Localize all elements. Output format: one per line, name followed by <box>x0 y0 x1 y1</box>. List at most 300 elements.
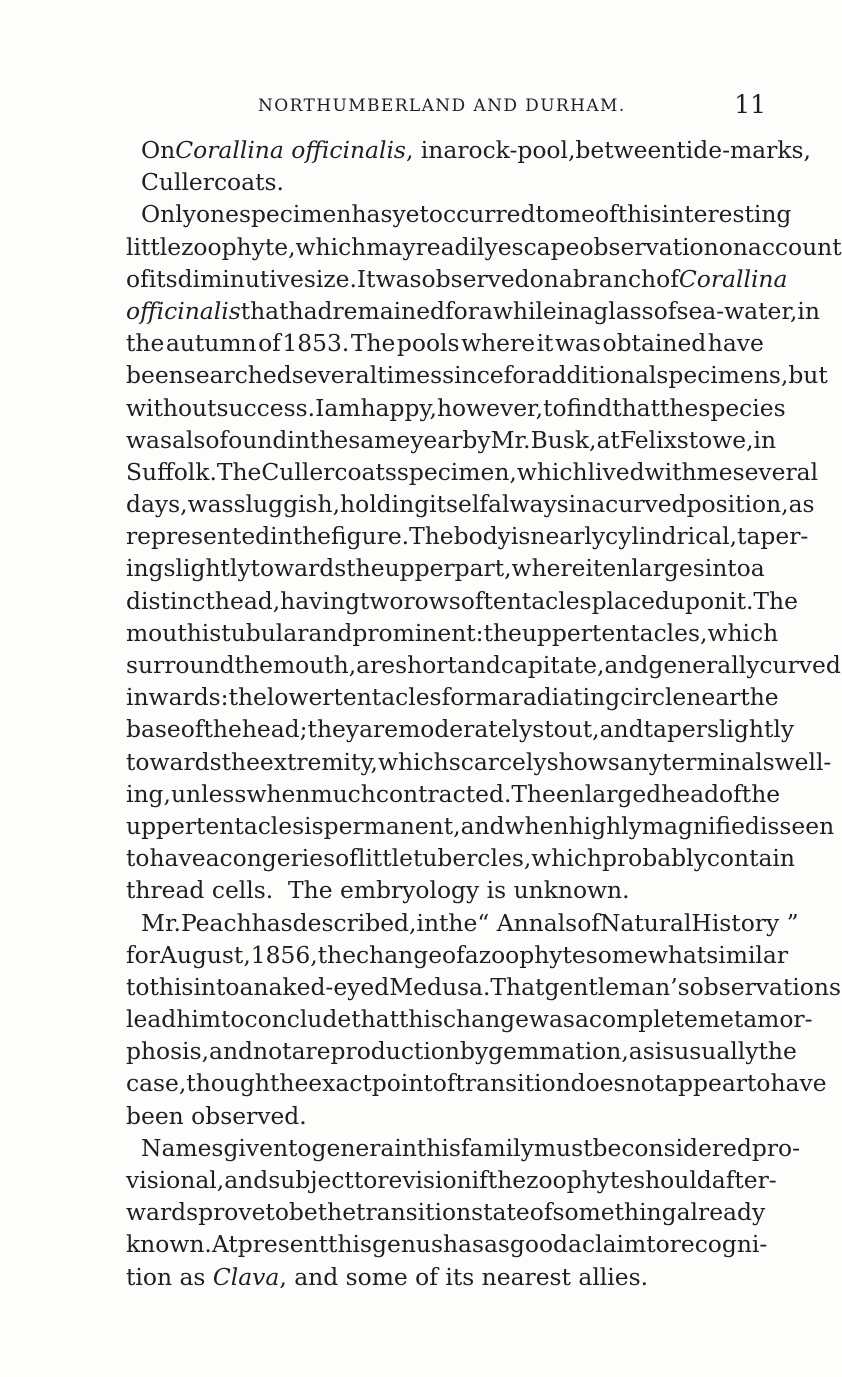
word: mouth, <box>272 651 357 679</box>
word: similar <box>706 940 789 969</box>
word: surround <box>126 651 235 679</box>
word: was <box>528 1005 575 1034</box>
word: generally <box>648 651 760 679</box>
word: by <box>462 425 491 454</box>
word: the <box>660 393 699 422</box>
word: which <box>707 618 779 647</box>
word: be <box>288 1198 318 1227</box>
word: specimens, <box>656 361 789 390</box>
word: a <box>750 554 765 583</box>
word: account <box>747 232 842 261</box>
word: has <box>351 200 393 229</box>
word: size. <box>303 264 357 293</box>
text-line <box>126 456 819 488</box>
word: At <box>211 1230 238 1259</box>
word: of <box>719 779 742 808</box>
word: does <box>570 1069 626 1098</box>
word: is <box>759 811 780 840</box>
word: in <box>416 908 440 937</box>
word: I <box>315 393 325 422</box>
word: be <box>592 1133 622 1162</box>
word: that <box>240 296 289 325</box>
word: the <box>126 329 165 358</box>
word: tubular <box>221 618 309 647</box>
text-line <box>126 1003 813 1035</box>
text-line <box>126 134 811 166</box>
word: it <box>585 554 603 583</box>
word: not <box>253 1037 292 1066</box>
word: phosis, <box>126 1037 210 1066</box>
word: figure. <box>331 522 410 551</box>
word: which <box>516 457 588 486</box>
text-line <box>126 874 764 906</box>
word: tubercles, <box>412 844 532 873</box>
word: as <box>483 1230 510 1259</box>
text-line <box>126 649 841 681</box>
word: extremity, <box>259 747 378 776</box>
word: Cullercoats. <box>141 168 284 197</box>
word: The <box>216 457 262 486</box>
word: a <box>239 972 254 1001</box>
word: complete <box>588 1005 698 1034</box>
word: when <box>504 811 569 840</box>
word: the <box>483 618 522 647</box>
word: part, <box>454 554 512 583</box>
word: 1856, <box>250 940 318 969</box>
word: without <box>126 393 217 422</box>
word: him <box>176 1005 221 1034</box>
text-line <box>126 1228 768 1260</box>
word: slightly <box>163 554 251 583</box>
italic-word: officinalis <box>126 296 241 325</box>
word: distinct <box>126 586 215 615</box>
text-line <box>126 1261 764 1293</box>
text-line <box>126 1196 764 1228</box>
word: case, <box>126 1069 187 1098</box>
word: a <box>497 683 512 712</box>
word: permanent, <box>323 811 461 840</box>
word: of <box>460 586 484 615</box>
word: head; <box>241 715 308 744</box>
text-line <box>126 1100 764 1132</box>
word: awhile <box>478 296 557 325</box>
word: zoophyte, <box>181 232 296 261</box>
word: Natural <box>599 908 692 937</box>
word: good <box>509 1230 569 1259</box>
word: and <box>599 715 644 744</box>
word: reproduction <box>305 1037 460 1066</box>
word: pools <box>396 329 460 358</box>
word: position, <box>686 490 789 519</box>
word: upon <box>669 586 730 615</box>
text-line <box>126 713 795 745</box>
word: present <box>237 1230 329 1259</box>
word: known. <box>126 1230 212 1259</box>
italic-word: Clava <box>212 1262 280 1291</box>
word: tion as <box>126 1262 213 1291</box>
text-line <box>126 263 788 295</box>
word: have <box>707 329 764 358</box>
word: a <box>574 1005 589 1034</box>
word: probably <box>602 844 707 873</box>
word: as <box>788 490 815 519</box>
word: Only <box>141 200 196 229</box>
word: head, <box>214 586 281 615</box>
word: form <box>441 683 498 712</box>
word: August, <box>159 940 251 969</box>
word: should <box>633 1166 712 1194</box>
word: the <box>317 940 357 969</box>
word: several <box>291 361 378 390</box>
word: ing, <box>126 779 171 808</box>
word: claim <box>582 1230 647 1259</box>
word: by <box>459 1037 489 1066</box>
word: short <box>395 651 457 679</box>
word: upper <box>126 811 197 840</box>
word: History ” <box>691 908 799 937</box>
word: of <box>442 940 465 969</box>
word: inwards: <box>126 683 229 712</box>
word: contain <box>706 844 795 873</box>
word: to <box>746 1069 771 1098</box>
word: change <box>356 940 443 969</box>
word: any <box>619 747 663 776</box>
word: are <box>356 651 396 679</box>
word: towards <box>250 554 347 583</box>
word: however, <box>436 393 544 422</box>
word: found <box>219 425 288 454</box>
word: with <box>644 457 697 486</box>
word: given <box>223 1133 289 1162</box>
text-line <box>126 681 779 713</box>
word: am <box>324 393 361 422</box>
word: zoophyte <box>526 1166 634 1194</box>
word: circle <box>620 683 687 712</box>
word: Mr. <box>141 908 181 937</box>
word: and <box>224 1166 269 1194</box>
word: had <box>288 296 333 325</box>
word: lead <box>126 1005 177 1034</box>
word: itself <box>429 490 489 519</box>
word: of <box>653 296 677 325</box>
word: and <box>209 1037 254 1066</box>
word: have <box>770 1069 827 1098</box>
word: into <box>704 554 751 583</box>
word: wards <box>126 1198 199 1227</box>
word: observations <box>689 972 841 1001</box>
word: the <box>203 715 242 744</box>
word: to <box>535 200 559 229</box>
word: occurred <box>428 200 536 229</box>
word: lower <box>266 683 334 712</box>
word: the <box>292 522 332 551</box>
text-line <box>126 359 828 391</box>
word: , and some of its nearest allies. <box>279 1262 649 1291</box>
word: and <box>456 651 501 679</box>
word: in <box>753 425 777 454</box>
word: in <box>394 1133 417 1162</box>
word: upper <box>521 618 592 647</box>
word: of <box>656 264 679 293</box>
word: where <box>511 554 586 583</box>
word: of <box>126 264 149 293</box>
word: enlarged <box>555 779 662 808</box>
word: placed <box>591 586 670 615</box>
word: slightly <box>706 715 795 744</box>
word: taper <box>643 715 707 744</box>
word: this <box>399 1005 443 1034</box>
text-line <box>126 552 764 584</box>
word: for <box>445 296 479 325</box>
word: was <box>554 329 601 358</box>
word: near <box>686 683 741 712</box>
text-line <box>126 327 764 359</box>
word: to <box>288 1133 312 1162</box>
italic-word: Corallina officinalis <box>175 136 406 164</box>
word: interesting <box>661 200 792 229</box>
text-line <box>126 907 799 939</box>
word: change <box>442 1005 529 1034</box>
word: find <box>566 393 613 422</box>
word: the <box>309 425 349 454</box>
text-line <box>126 971 841 1003</box>
word: metamor- <box>697 1005 813 1034</box>
word: magnified <box>641 811 760 840</box>
word: head <box>661 779 720 808</box>
word: into <box>193 972 240 1001</box>
word: escape <box>497 232 580 261</box>
text-line <box>126 392 786 424</box>
word: having <box>280 586 360 615</box>
word: point <box>371 1069 433 1098</box>
text-line <box>126 778 781 810</box>
word: thread cells. The embryology is unknown. <box>126 876 630 905</box>
word: a <box>443 136 458 164</box>
word: highly <box>568 811 642 840</box>
running-title: NORTHUMBERLAND AND DURHAM. <box>258 96 626 116</box>
word: towards <box>126 747 222 776</box>
word: but <box>788 361 828 390</box>
word: naked-eyed <box>253 972 390 1001</box>
word: it <box>536 329 554 358</box>
word: observation <box>579 232 719 261</box>
word: a <box>558 264 573 293</box>
word: of <box>594 200 618 229</box>
word: the <box>740 683 779 712</box>
word: little <box>126 232 182 261</box>
text-line <box>126 295 820 327</box>
word: cylindrical, <box>605 522 738 551</box>
word: visional, <box>126 1166 225 1194</box>
word: additional <box>537 361 657 390</box>
word: a <box>205 844 220 873</box>
word: this <box>416 1133 461 1162</box>
word: in <box>270 522 293 551</box>
word: family <box>460 1133 534 1162</box>
page-number: 11 <box>734 90 766 119</box>
word: was <box>375 264 422 293</box>
word: holding <box>340 490 430 519</box>
word: , in <box>405 136 444 164</box>
word: considered <box>621 1133 752 1162</box>
word: which <box>295 232 367 261</box>
word: the <box>741 779 781 808</box>
word: Suffolk. <box>126 457 217 486</box>
word: a <box>291 1037 306 1066</box>
word: and <box>604 651 649 679</box>
word: Names <box>141 1133 224 1162</box>
word: sluggish, <box>233 490 341 519</box>
word: after- <box>711 1166 777 1194</box>
word: and <box>460 811 505 840</box>
word: if <box>471 1166 488 1194</box>
word: is <box>654 1037 675 1066</box>
word: contracted. <box>375 779 512 808</box>
word: recogni- <box>669 1230 768 1259</box>
word: the <box>758 1037 797 1066</box>
word: been <box>126 361 184 390</box>
word: as <box>628 1037 655 1066</box>
word: of <box>335 844 358 873</box>
word: base <box>126 715 181 744</box>
running-header <box>258 92 766 122</box>
word: observed <box>421 264 530 293</box>
word: much <box>310 779 376 808</box>
word: two <box>359 586 404 615</box>
word: when <box>246 779 311 808</box>
word: moderately <box>398 715 533 744</box>
word: in <box>797 296 820 325</box>
word: was <box>126 425 172 454</box>
text-line <box>126 488 815 520</box>
word: stout, <box>532 715 600 744</box>
word: of <box>258 329 281 358</box>
word: to <box>543 393 567 422</box>
word: for <box>126 940 160 969</box>
word: must <box>533 1133 593 1162</box>
text-line <box>126 746 832 778</box>
text-line <box>126 166 764 198</box>
word: genus <box>372 1230 443 1259</box>
word: congeries <box>219 844 336 873</box>
word: conclude <box>244 1005 352 1034</box>
word: a <box>579 296 594 325</box>
word: specimen <box>238 200 352 229</box>
word: glass <box>593 296 654 325</box>
word: The <box>409 522 454 551</box>
word: subject <box>268 1166 354 1194</box>
word: are <box>359 715 399 744</box>
word: it. <box>729 586 754 615</box>
word: capitate, <box>500 651 605 679</box>
word: represented <box>126 522 271 551</box>
word: the <box>439 908 478 937</box>
word: is <box>304 811 324 840</box>
word: prove <box>198 1198 266 1227</box>
word: appear <box>664 1069 747 1098</box>
word: prominent: <box>352 618 484 647</box>
word: to <box>646 1230 670 1259</box>
word: the <box>234 651 273 679</box>
word: unless <box>170 779 247 808</box>
text-line <box>126 1132 801 1164</box>
word: curved <box>605 490 687 519</box>
word: yet <box>392 200 429 229</box>
word: nearly <box>530 522 606 551</box>
word: in <box>568 490 592 519</box>
word: the <box>221 747 260 776</box>
word: may <box>366 232 416 261</box>
word: specimen, <box>396 457 517 486</box>
word: me <box>558 200 595 229</box>
word: this <box>617 200 662 229</box>
word: described, <box>292 908 417 937</box>
word: a <box>464 940 479 969</box>
word: something <box>552 1198 677 1227</box>
word: tentacles <box>333 683 442 712</box>
word: the <box>228 683 267 712</box>
word: tentacles <box>483 586 592 615</box>
word: which <box>531 844 602 873</box>
word: diminutive <box>177 264 304 293</box>
word: scarcely <box>448 747 547 776</box>
word: since <box>442 361 504 390</box>
word: success. <box>216 393 316 422</box>
word: in <box>556 296 580 325</box>
word: the <box>487 1166 527 1194</box>
word: several <box>732 457 819 486</box>
word: autumn <box>165 329 257 358</box>
text-line <box>126 1067 827 1099</box>
word: this <box>328 1230 372 1259</box>
text-line <box>126 198 792 230</box>
word: gentleman’s <box>544 972 690 1001</box>
word: the <box>346 554 385 583</box>
word: ing <box>126 554 164 583</box>
word: a <box>568 1230 582 1259</box>
word: obtained <box>602 329 707 358</box>
word: transition <box>356 1198 472 1227</box>
word: has <box>251 908 293 937</box>
word: has <box>442 1230 484 1259</box>
word: and <box>308 618 353 647</box>
word: to <box>220 1005 245 1034</box>
word: one <box>195 200 239 229</box>
word: of <box>529 1198 553 1227</box>
word: is <box>201 618 222 647</box>
word: to <box>353 1166 378 1194</box>
word: the <box>317 1198 357 1227</box>
word: genera <box>311 1133 395 1162</box>
word: The <box>753 586 798 615</box>
word: lived <box>587 457 645 486</box>
word: shows <box>546 747 620 776</box>
word: enlarges <box>602 554 705 583</box>
text-line <box>126 520 809 552</box>
word: to <box>126 972 150 1001</box>
word: been observed. <box>126 1101 307 1130</box>
word: where <box>461 329 536 358</box>
word: swell- <box>762 747 832 776</box>
word: happy, <box>360 393 437 422</box>
word: is <box>510 522 531 551</box>
text-line <box>126 424 777 456</box>
word: That <box>490 972 545 1001</box>
word: species <box>698 393 786 422</box>
word: already <box>676 1198 766 1227</box>
word: On <box>141 136 176 164</box>
word: Felixstowe, <box>619 425 754 454</box>
